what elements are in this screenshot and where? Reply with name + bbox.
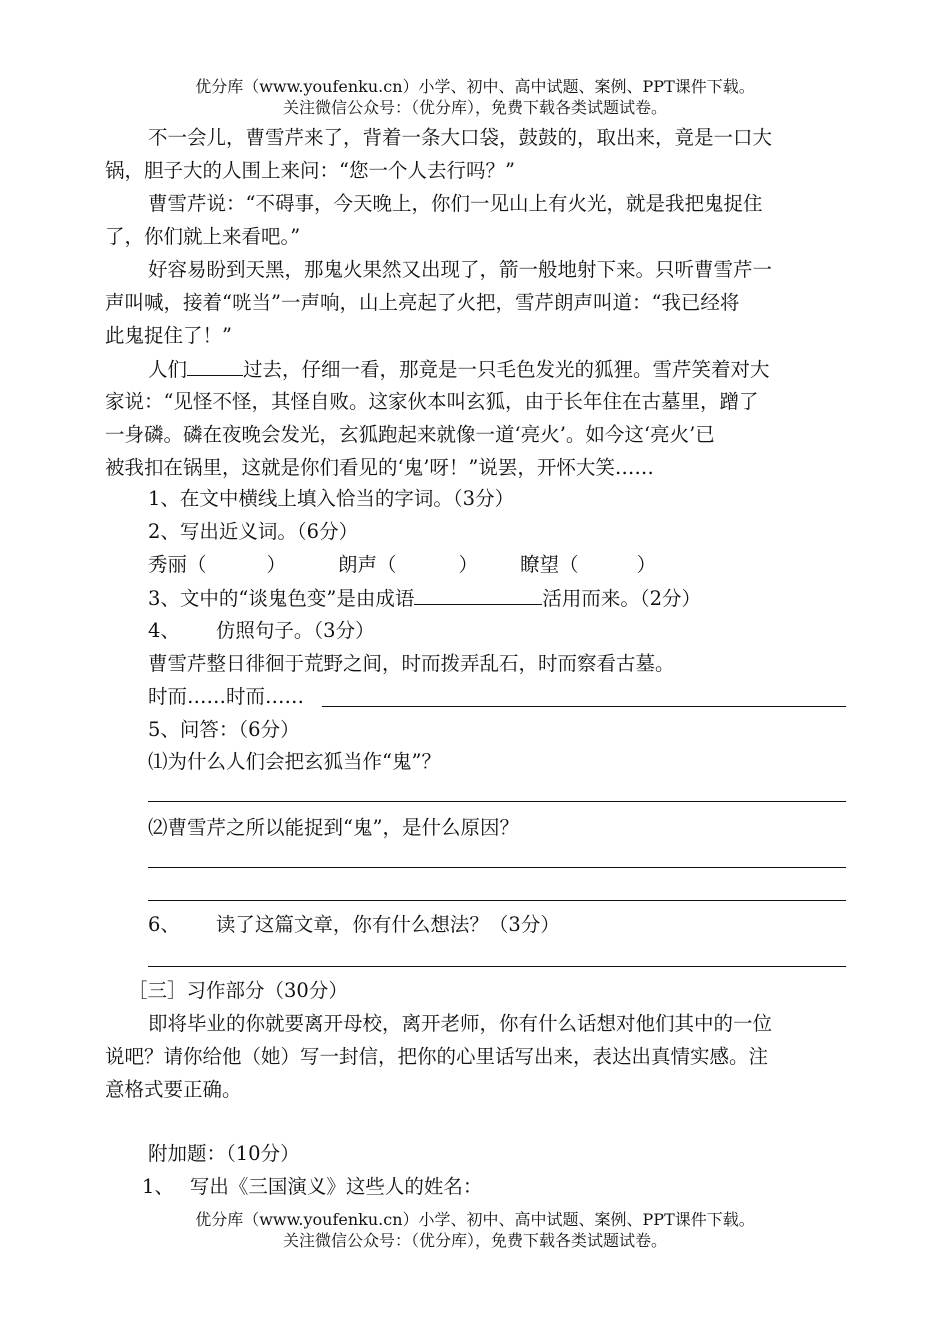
- question-text: 写出《三国演义》这些人的姓名：: [189, 1175, 483, 1198]
- passage-line: 被我扣在锅里，这就是你们看见的‘鬼’呀！”说罢，开怀大笑……: [105, 456, 654, 479]
- header-line-2: 关注微信公众号：（优分库），免费下载各类试题试卷。: [282, 98, 667, 117]
- question-3: [148, 584, 848, 613]
- question-6: [148, 911, 848, 939]
- question-text: 仿照句子。（3分）: [215, 619, 375, 642]
- passage-line: 曹雪芹说：“不碍事，今天晚上，你们一见山上有火光，就是我把鬼捉住: [148, 192, 763, 215]
- passage-text: 过去，仔细一看，那竟是一只毛色发光的狐狸。雪芹笑着对大: [243, 358, 770, 381]
- question-4: [148, 617, 848, 645]
- question-text: 3、文中的“谈鬼色变”是由成语: [148, 587, 415, 610]
- synonym-word: ）: [636, 553, 657, 576]
- passage-text: 人们: [148, 358, 188, 381]
- question-5: 5、问答：（6分）: [148, 718, 300, 741]
- question-number: 1、: [142, 1175, 174, 1198]
- footer-line-1: 优分库（www.youfenku.cn）小学、初中、高中试题、案例、PPT课件下载。: [195, 1210, 755, 1229]
- question-5-2: ⑵曹雪芹之所以能捉到“鬼”，是什么原因？: [148, 816, 519, 839]
- synonym-word: 瞭望（: [520, 553, 579, 576]
- passage-line: 不一会儿，曹雪芹来了，背着一条大口袋，鼓鼓的，取出来，竟是一口大: [148, 126, 773, 149]
- question-number: 4、: [148, 619, 180, 642]
- question-text: 活用而来。（2分）: [542, 587, 702, 610]
- passage-line: 声叫喊，接着“咣当”一声响，山上亮起了火把，雪芹朗声叫道：“我已经将: [105, 291, 740, 314]
- synonym-word: 朗声（: [338, 553, 397, 576]
- composition-line: 即将毕业的你就要离开母校，离开老师，你有什么话想对他们其中的一位: [148, 1012, 773, 1035]
- header-line-1: 优分库（www.youfenku.cn）小学、初中、高中试题、案例、PPT课件下载。: [195, 77, 755, 96]
- synonym-word: ）: [266, 553, 287, 576]
- answer-line[interactable]: [148, 801, 846, 802]
- synonym-row: [148, 551, 848, 579]
- fill-blank[interactable]: [414, 584, 542, 605]
- answer-line[interactable]: [148, 966, 846, 967]
- passage-line: 了，你们就上来看吧。”: [105, 225, 301, 248]
- answer-line[interactable]: [148, 900, 846, 901]
- question-2: 2、写出近义词。（6分）: [148, 520, 359, 543]
- passage-line: 锅，胆子大的人围上来问：“您一个人去行吗？”: [105, 159, 515, 182]
- imitation-prompt: 时而……时而……: [148, 685, 305, 708]
- synonym-word: 秀丽（: [148, 553, 207, 576]
- question-text: 读了这篇文章，你有什么想法？（3分）: [215, 913, 560, 936]
- answer-line[interactable]: [322, 706, 846, 707]
- question-number: 6、: [148, 913, 180, 936]
- question-1: 1、在文中横线上填入恰当的字词。（3分）: [148, 487, 515, 510]
- example-sentence: 曹雪芹整日徘徊于荒野之间，时而拨弄乱石，时而察看古墓。: [148, 652, 675, 675]
- extra-title: 附加题：（10分）: [148, 1142, 300, 1165]
- passage-line-with-blank: [148, 355, 848, 384]
- answer-line[interactable]: [148, 867, 846, 868]
- synonym-word: ）: [458, 553, 479, 576]
- passage-line: 家说：“见怪不怪，其怪自败。这家伙本叫玄狐，由于长年住在古墓里，蹭了: [105, 390, 759, 413]
- fill-blank[interactable]: [187, 355, 243, 376]
- extra-question-1: [142, 1173, 887, 1201]
- passage-line: 一身磷。磷在夜晚会发光，玄狐跑起来就像一道‘亮火’。如今这‘亮火’已: [105, 423, 715, 446]
- composition-title: ［三］习作部分（30分）: [128, 979, 348, 1002]
- passage-line: 好容易盼到天黑，那鬼火果然又出现了，箭一般地射下来。只听曹雪芹一: [148, 258, 773, 281]
- composition-line: 意格式要正确。: [105, 1078, 242, 1101]
- footer-line-2: 关注微信公众号：（优分库），免费下载各类试题试卷。: [282, 1231, 667, 1250]
- question-5-1: ⑴为什么人们会把玄狐当作“鬼”？: [148, 750, 441, 773]
- composition-line: 说吧？请你给他（她）写一封信，把你的心里话写出来，表达出真情实感。注: [105, 1045, 769, 1068]
- passage-line: 此鬼捉住了！”: [105, 324, 232, 347]
